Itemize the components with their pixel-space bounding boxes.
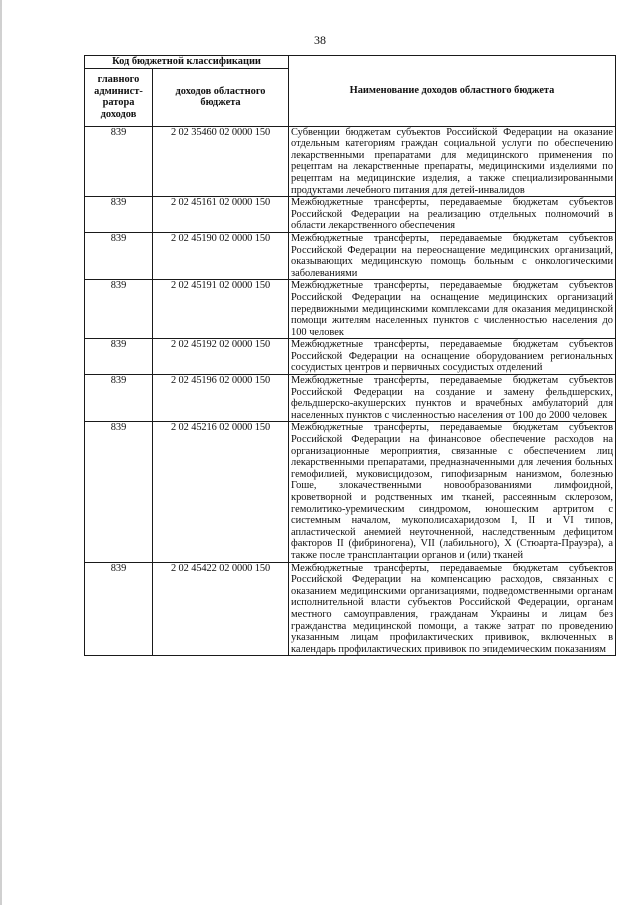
cell-budget-code: 2 02 45422 02 0000 150 xyxy=(153,562,289,656)
cell-income-name: Межбюджетные трансферты, передаваемые бюджетам субъектов Российской Федерации на реализацию отдельных полномочий в области лекарственного обеспечения xyxy=(289,197,616,233)
table-row xyxy=(85,562,616,656)
cell-income-name: Субвенции бюджетам субъектов Российской Федерации на оказание отдельным категориям граждан социальной услуги по обеспечению лекарственными препаратами для медицинского применения по рецептам на лекарственные препараты, медицинскими изделиями по рецептам на медицинские изделия, а также специализированными продуктами лечебного питания для детей-инвалидов xyxy=(289,126,616,197)
cell-budget-code: 2 02 45196 02 0000 150 xyxy=(153,375,289,422)
cell-administrator-code: 839 xyxy=(85,197,153,233)
scan-edge-shadow xyxy=(0,0,2,905)
cell-administrator-code: 839 xyxy=(85,562,153,656)
cell-budget-code: 2 02 45216 02 0000 150 xyxy=(153,422,289,562)
header-budget-code-group: Код бюджетной классификации xyxy=(85,56,289,69)
table-row xyxy=(85,126,616,197)
cell-budget-code: 2 02 45161 02 0000 150 xyxy=(153,197,289,233)
header-main-administrator: главного админист-ратора доходов xyxy=(85,68,153,126)
table-row xyxy=(85,232,616,279)
table-row xyxy=(85,339,616,375)
cell-income-name: Межбюджетные трансферты, передаваемые бюджетам субъектов Российской Федерации на переоснащение медицинских организаций, оказывающих медицинскую помощь больным с онкологическими заболеваниями xyxy=(289,232,616,279)
cell-income-name: Межбюджетные трансферты, передаваемые бюджетам субъектов Российской Федерации на оснащение оборудованием региональных сосудистых центров и первичных сосудистых отделений xyxy=(289,339,616,375)
table-body xyxy=(85,126,616,656)
table-row xyxy=(85,375,616,422)
cell-administrator-code: 839 xyxy=(85,232,153,279)
table-header xyxy=(85,56,616,127)
cell-administrator-code: 839 xyxy=(85,422,153,562)
cell-budget-code: 2 02 45191 02 0000 150 xyxy=(153,280,289,339)
table-row xyxy=(85,280,616,339)
cell-administrator-code: 839 xyxy=(85,280,153,339)
table-row xyxy=(85,422,616,562)
cell-income-name: Межбюджетные трансферты, передаваемые бюджетам субъектов Российской Федерации на создание и замену фельдшерских, фельдшерско-акушерских пунктов и врачебных амбулаторий для населенных пунктов с численностью населения от 100 до 2000 человек xyxy=(289,375,616,422)
cell-administrator-code: 839 xyxy=(85,375,153,422)
cell-income-name: Межбюджетные трансферты, передаваемые бюджетам субъектов Российской Федерации на финансовое обеспечение расходов на организационные мероприятия, связанные с обеспечением лиц лекарственными препаратами, предназначенными для лечения больных гемофилией, муковисцидозом, гипофизарным нанизмом, болезнью Гоше, злокачественными новообразованиями лимфоидной, кроветворной и родственных им тканей, рассеянным склерозом, гемолитико-уремическим синдромом, юношеским артритом с системным началом, мукополисахаридозом I, II и VI типов, апластической анемией неуточненной, наследственным дефицитом факторов II (фибриногена), VII (лабильного), X (Стюарта-Прауэра), а также после трансплантации органов и (или) тканей xyxy=(289,422,616,562)
cell-administrator-code: 839 xyxy=(85,126,153,197)
cell-budget-code: 2 02 35460 02 0000 150 xyxy=(153,126,289,197)
cell-income-name: Межбюджетные трансферты, передаваемые бюджетам субъектов Российской Федерации на компенсацию расходов, связанных с оказанием медицинскими организациями, подведомственными органам исполнительной власти субъектов Российской Федерации, органам местного самоуправления, гражданам Украины и лицам без гражданства медицинской помощи, а также затрат по проведению указанным лицам профилактических прививок, включенных в календарь профилактических прививок по эпидемическим показаниям xyxy=(289,562,616,656)
cell-income-name: Межбюджетные трансферты, передаваемые бюджетам субъектов Российской Федерации на оснащение медицинских организаций передвижными медицинскими комплексами для оказания медицинской помощи жителям населенных пунктов с численностью населения до 100 человек xyxy=(289,280,616,339)
cell-administrator-code: 839 xyxy=(85,339,153,375)
page-number: 38 xyxy=(314,33,326,47)
header-income-name: Наименование доходов областного бюджета xyxy=(289,56,616,127)
cell-budget-code: 2 02 45192 02 0000 150 xyxy=(153,339,289,375)
budget-classification-table xyxy=(84,55,616,656)
table-row xyxy=(85,197,616,233)
cell-budget-code: 2 02 45190 02 0000 150 xyxy=(153,232,289,279)
header-income-code: доходов областного бюджета xyxy=(153,68,289,126)
